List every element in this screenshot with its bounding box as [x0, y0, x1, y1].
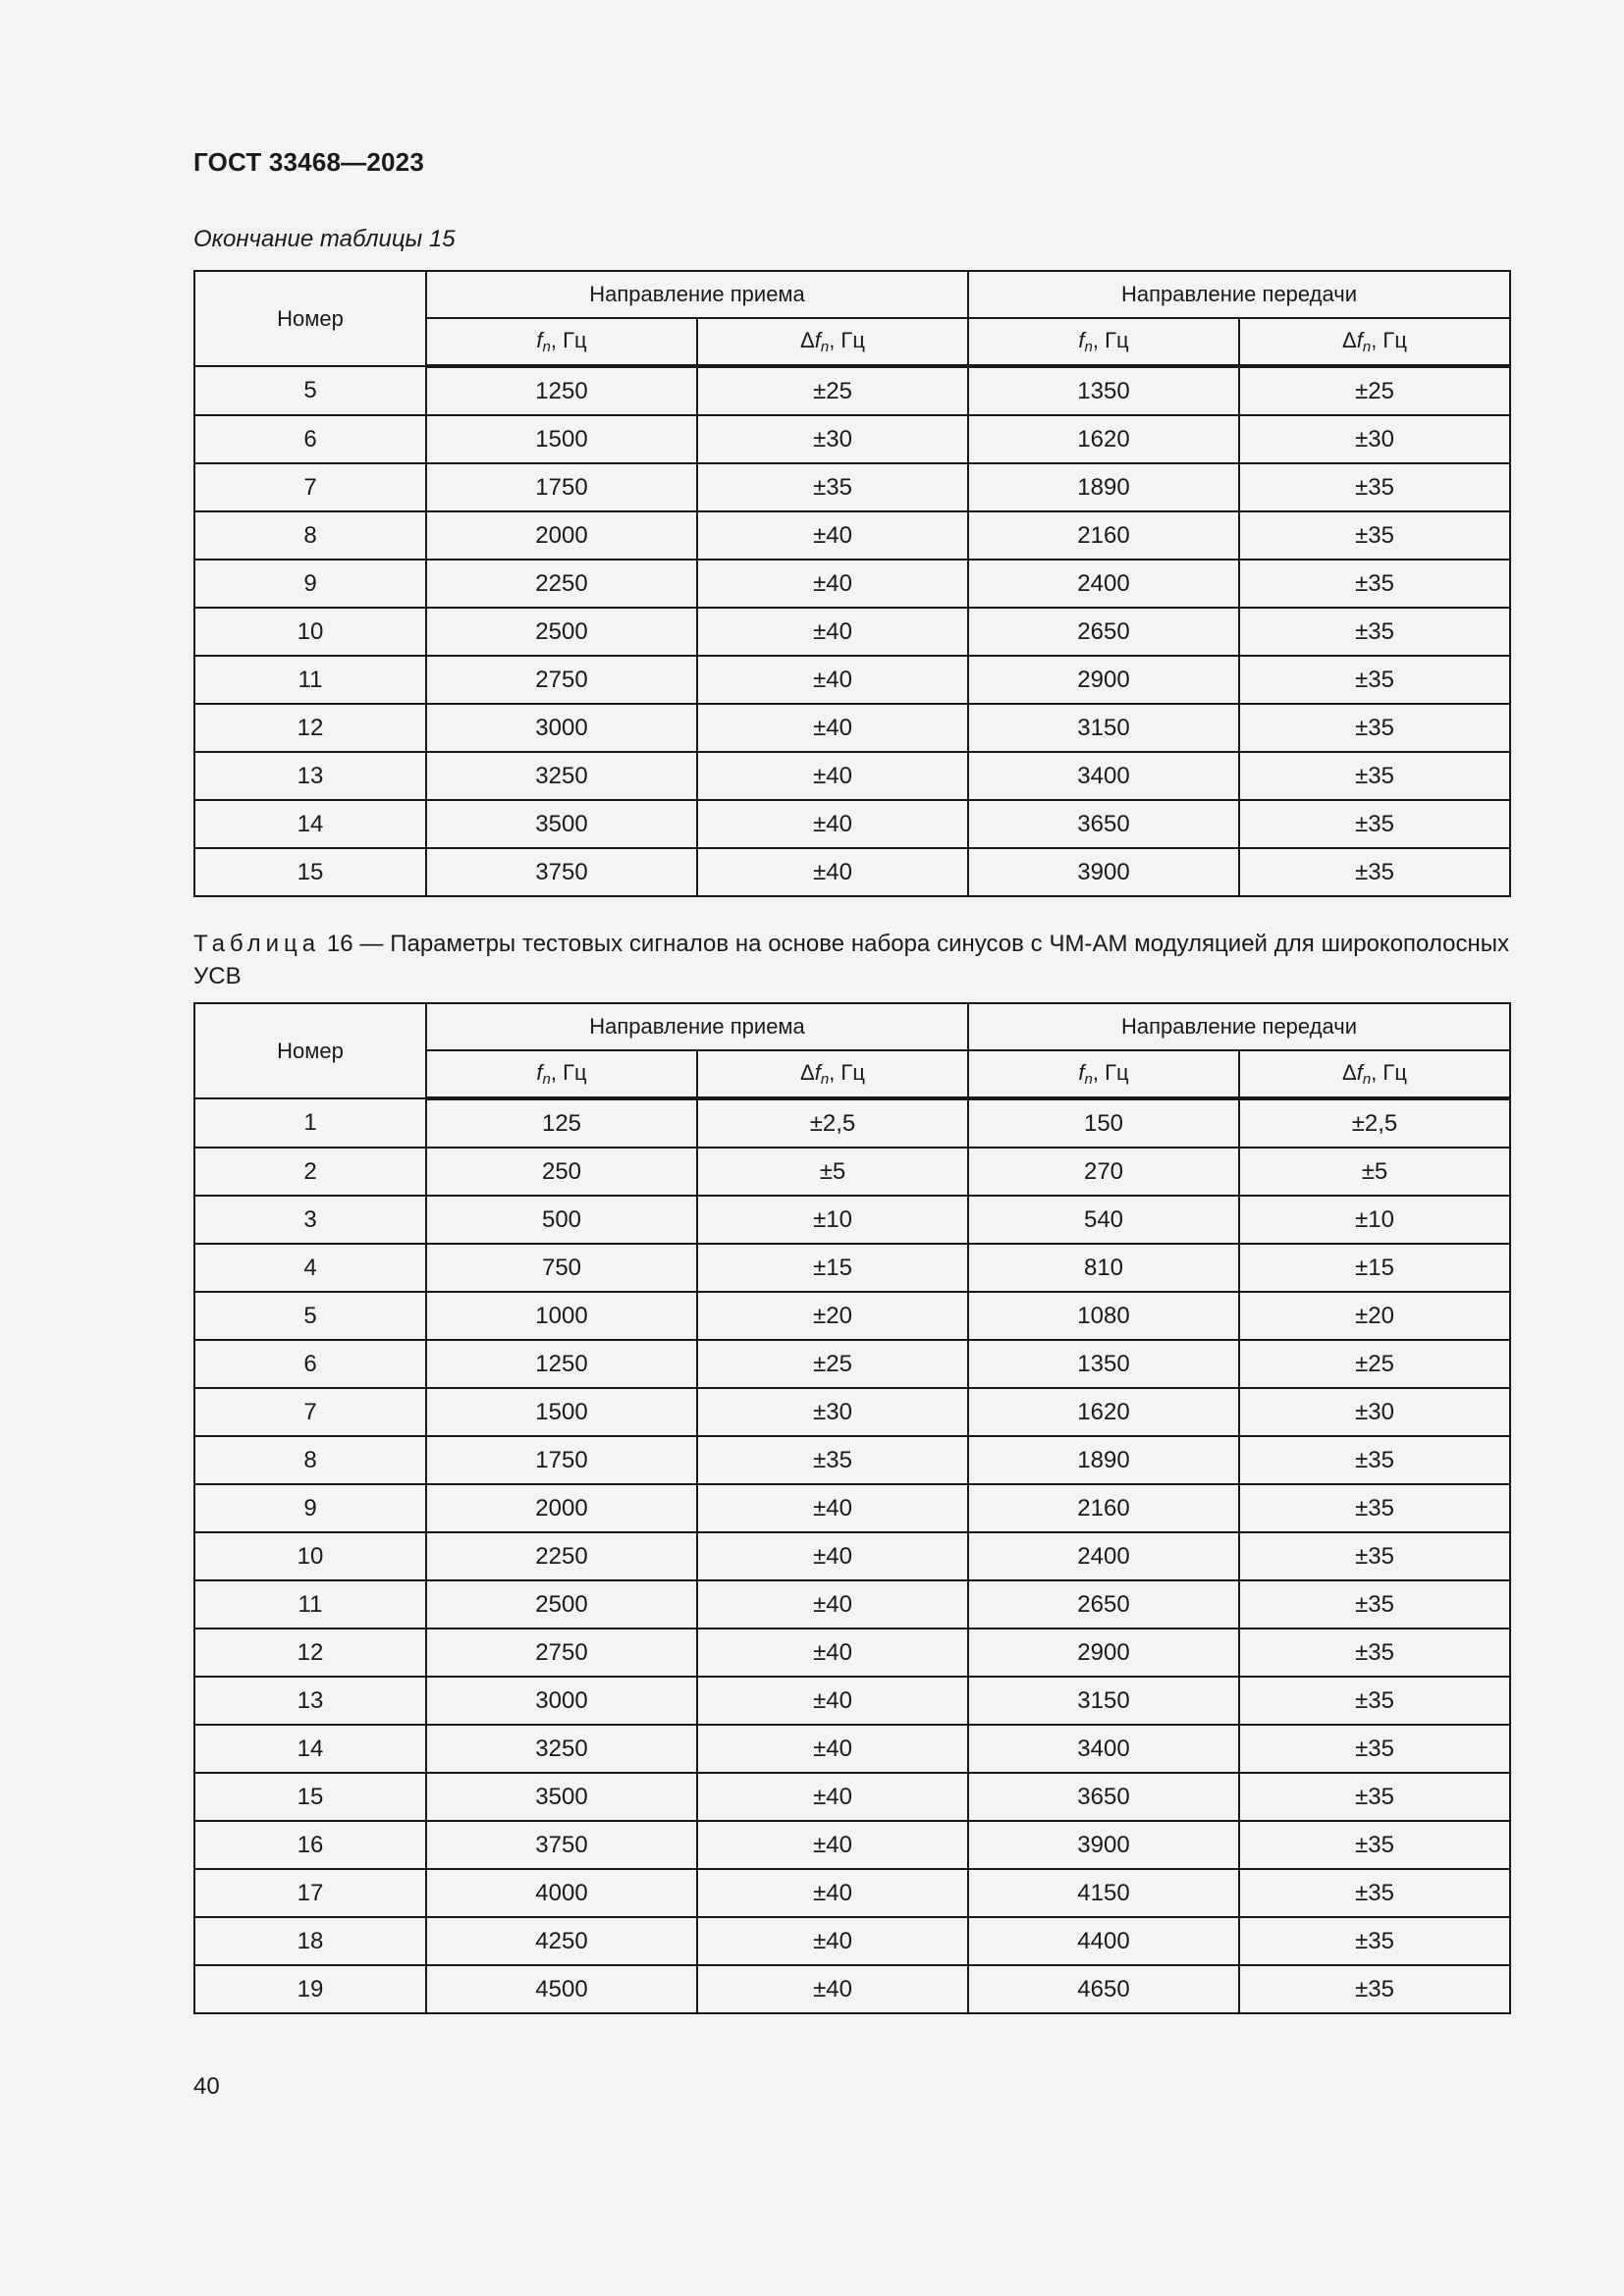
table-row: [194, 656, 1510, 704]
table-row: [194, 1532, 1510, 1580]
cell-transmit-deviation: ±20: [1239, 1292, 1510, 1340]
cell-transmit-deviation: ±15: [1239, 1244, 1510, 1292]
cell-number: 5: [194, 366, 426, 415]
cell-receive-freq: 2750: [426, 1629, 697, 1677]
cell-transmit-deviation: ±35: [1239, 704, 1510, 752]
cell-receive-deviation: ±2,5: [697, 1098, 968, 1148]
table16-caption: Таблица 16 — Параметры тестовых сигналов на основе набора синусов с ЧМ-АМ модуляцией для широкополосных УСВ: [193, 931, 1509, 989]
cell-transmit-freq: 2400: [968, 560, 1239, 608]
table-row: [194, 1821, 1510, 1869]
cell-transmit-freq: 1080: [968, 1292, 1239, 1340]
cell-transmit-freq: 3650: [968, 1773, 1239, 1821]
cell-receive-deviation: ±35: [697, 1436, 968, 1484]
cell-transmit-deviation: ±35: [1239, 511, 1510, 560]
cell-number: 14: [194, 1725, 426, 1773]
cell-receive-deviation: ±20: [697, 1292, 968, 1340]
cell-number: 3: [194, 1196, 426, 1244]
table-row: [194, 752, 1510, 800]
cell-transmit-freq: 3400: [968, 752, 1239, 800]
cell-transmit-freq: 270: [968, 1148, 1239, 1196]
table-15: [193, 270, 1511, 897]
table-row: [194, 1773, 1510, 1821]
cell-receive-deviation: ±40: [697, 1484, 968, 1532]
cell-receive-deviation: ±25: [697, 1340, 968, 1388]
cell-number: 5: [194, 1292, 426, 1340]
cell-receive-deviation: ±40: [697, 1532, 968, 1580]
document-code: ГОСТ 33468—2023: [193, 147, 424, 177]
cell-receive-freq: 3000: [426, 1677, 697, 1725]
cell-receive-freq: 250: [426, 1148, 697, 1196]
col-group-receive: Направление приема: [426, 1003, 968, 1050]
col-header-transmit-deviation: $\Delta f_n$, Гц: [1239, 318, 1510, 366]
cell-number: 12: [194, 1629, 426, 1677]
cell-number: 13: [194, 1677, 426, 1725]
table-row: [194, 800, 1510, 848]
cell-receive-freq: 4000: [426, 1869, 697, 1917]
col-header-number: Номер: [194, 1003, 426, 1098]
cell-number: 18: [194, 1917, 426, 1965]
cell-receive-deviation: ±10: [697, 1196, 968, 1244]
cell-number: 10: [194, 608, 426, 656]
cell-receive-deviation: ±25: [697, 366, 968, 415]
cell-transmit-freq: 1350: [968, 366, 1239, 415]
cell-transmit-freq: 3150: [968, 704, 1239, 752]
cell-number: 15: [194, 848, 426, 896]
table-row: [194, 1677, 1510, 1725]
col-header-number: Номер: [194, 271, 426, 366]
table-row: [194, 1340, 1510, 1388]
cell-receive-deviation: ±30: [697, 415, 968, 463]
cell-number: 6: [194, 1340, 426, 1388]
cell-transmit-deviation: ±35: [1239, 1773, 1510, 1821]
table-row: [194, 366, 1510, 415]
cell-number: 6: [194, 415, 426, 463]
cell-number: 17: [194, 1869, 426, 1917]
col-header-receive-deviation: $\Delta f_n$, Гц: [697, 1050, 968, 1098]
cell-transmit-deviation: ±35: [1239, 1821, 1510, 1869]
cell-receive-deviation: ±5: [697, 1148, 968, 1196]
table-row: [194, 1292, 1510, 1340]
table-row: [194, 1580, 1510, 1629]
table-row: [194, 415, 1510, 463]
col-header-transmit-freq: $f_n$, Гц: [968, 1050, 1239, 1098]
cell-number: 11: [194, 656, 426, 704]
cell-transmit-freq: 2900: [968, 656, 1239, 704]
cell-transmit-deviation: ±10: [1239, 1196, 1510, 1244]
cell-receive-deviation: ±40: [697, 1821, 968, 1869]
cell-receive-freq: 2000: [426, 1484, 697, 1532]
table-row: [194, 1436, 1510, 1484]
cell-receive-freq: 3500: [426, 1773, 697, 1821]
cell-transmit-freq: 2650: [968, 608, 1239, 656]
cell-transmit-freq: 4400: [968, 1917, 1239, 1965]
cell-receive-freq: 3000: [426, 704, 697, 752]
cell-receive-freq: 3500: [426, 800, 697, 848]
cell-receive-deviation: ±40: [697, 848, 968, 896]
cell-transmit-deviation: ±25: [1239, 366, 1510, 415]
cell-number: 15: [194, 1773, 426, 1821]
cell-transmit-freq: 1890: [968, 1436, 1239, 1484]
table-row: [194, 848, 1510, 896]
cell-transmit-freq: 3900: [968, 848, 1239, 896]
cell-transmit-freq: 3650: [968, 800, 1239, 848]
cell-receive-freq: 4250: [426, 1917, 697, 1965]
table-row: [194, 1196, 1510, 1244]
table-row: [194, 463, 1510, 511]
cell-transmit-freq: 1620: [968, 1388, 1239, 1436]
cell-transmit-deviation: ±35: [1239, 1677, 1510, 1725]
cell-transmit-deviation: ±35: [1239, 1917, 1510, 1965]
table-row: [194, 1965, 1510, 2013]
cell-transmit-freq: 2650: [968, 1580, 1239, 1629]
cell-receive-deviation: ±40: [697, 800, 968, 848]
cell-transmit-deviation: ±35: [1239, 1869, 1510, 1917]
cell-receive-freq: 3750: [426, 1821, 697, 1869]
cell-transmit-deviation: ±35: [1239, 463, 1510, 511]
cell-transmit-deviation: ±35: [1239, 656, 1510, 704]
cell-number: 9: [194, 1484, 426, 1532]
table-row: [194, 1244, 1510, 1292]
cell-transmit-freq: 2400: [968, 1532, 1239, 1580]
cell-transmit-deviation: ±35: [1239, 1484, 1510, 1532]
cell-transmit-deviation: ±35: [1239, 608, 1510, 656]
table-row: [194, 1388, 1510, 1436]
table-row: [194, 1148, 1510, 1196]
cell-receive-deviation: ±30: [697, 1388, 968, 1436]
table-16: [193, 1002, 1511, 2014]
cell-number: 7: [194, 463, 426, 511]
table-row: [194, 1629, 1510, 1677]
cell-receive-deviation: ±40: [697, 560, 968, 608]
table-row: [194, 608, 1510, 656]
cell-receive-deviation: ±40: [697, 704, 968, 752]
cell-receive-freq: 2250: [426, 1532, 697, 1580]
cell-receive-deviation: ±40: [697, 1869, 968, 1917]
cell-receive-freq: 1500: [426, 415, 697, 463]
col-group-transmit: Направление передачи: [968, 271, 1510, 318]
cell-transmit-deviation: ±5: [1239, 1148, 1510, 1196]
col-header-transmit-freq: $f_n$, Гц: [968, 318, 1239, 366]
cell-receive-deviation: ±40: [697, 1677, 968, 1725]
cell-transmit-deviation: ±35: [1239, 1580, 1510, 1629]
cell-transmit-deviation: ±25: [1239, 1340, 1510, 1388]
cell-transmit-freq: 3400: [968, 1725, 1239, 1773]
col-header-receive-freq: $f_n$, Гц: [426, 1050, 697, 1098]
cell-number: 14: [194, 800, 426, 848]
table-row: [194, 560, 1510, 608]
cell-receive-freq: 1250: [426, 1340, 697, 1388]
cell-number: 16: [194, 1821, 426, 1869]
cell-receive-deviation: ±40: [697, 1725, 968, 1773]
table15-continuation-label: Окончание таблицы 15: [193, 226, 456, 252]
cell-transmit-freq: 1890: [968, 463, 1239, 511]
cell-transmit-deviation: ±35: [1239, 1436, 1510, 1484]
cell-receive-freq: 3750: [426, 848, 697, 896]
cell-number: 4: [194, 1244, 426, 1292]
cell-receive-deviation: ±40: [697, 1917, 968, 1965]
cell-transmit-freq: 3150: [968, 1677, 1239, 1725]
cell-receive-deviation: ±40: [697, 1773, 968, 1821]
cell-transmit-deviation: ±2,5: [1239, 1098, 1510, 1148]
cell-receive-freq: 500: [426, 1196, 697, 1244]
cell-receive-freq: 3250: [426, 1725, 697, 1773]
table-row: [194, 1917, 1510, 1965]
cell-number: 10: [194, 1532, 426, 1580]
cell-number: 19: [194, 1965, 426, 2013]
cell-number: 1: [194, 1098, 426, 1148]
col-group-receive: Направление приема: [426, 271, 968, 318]
cell-receive-freq: 2250: [426, 560, 697, 608]
cell-receive-deviation: ±40: [697, 1580, 968, 1629]
cell-receive-freq: 2750: [426, 656, 697, 704]
cell-transmit-freq: 2160: [968, 511, 1239, 560]
cell-receive-deviation: ±40: [697, 752, 968, 800]
cell-transmit-freq: 540: [968, 1196, 1239, 1244]
cell-transmit-freq: 4150: [968, 1869, 1239, 1917]
cell-receive-deviation: ±35: [697, 463, 968, 511]
cell-transmit-freq: 3900: [968, 1821, 1239, 1869]
cell-number: 7: [194, 1388, 426, 1436]
col-header-receive-deviation: $\Delta f_n$, Гц: [697, 318, 968, 366]
cell-receive-freq: 3250: [426, 752, 697, 800]
cell-transmit-freq: 2160: [968, 1484, 1239, 1532]
cell-transmit-deviation: ±30: [1239, 1388, 1510, 1436]
cell-receive-deviation: ±40: [697, 1629, 968, 1677]
cell-number: 12: [194, 704, 426, 752]
cell-receive-freq: 1750: [426, 463, 697, 511]
page-number: 40: [193, 2073, 220, 2100]
cell-transmit-deviation: ±35: [1239, 800, 1510, 848]
cell-receive-freq: 125: [426, 1098, 697, 1148]
cell-receive-freq: 1000: [426, 1292, 697, 1340]
table-row: [194, 704, 1510, 752]
cell-receive-deviation: ±15: [697, 1244, 968, 1292]
cell-transmit-freq: 150: [968, 1098, 1239, 1148]
cell-number: 8: [194, 1436, 426, 1484]
cell-number: 2: [194, 1148, 426, 1196]
table-row: [194, 511, 1510, 560]
table-row: [194, 1725, 1510, 1773]
cell-transmit-deviation: ±35: [1239, 560, 1510, 608]
cell-receive-freq: 4500: [426, 1965, 697, 2013]
cell-receive-freq: 2500: [426, 1580, 697, 1629]
cell-transmit-freq: 1350: [968, 1340, 1239, 1388]
cell-transmit-deviation: ±35: [1239, 1629, 1510, 1677]
cell-receive-freq: 2000: [426, 511, 697, 560]
cell-receive-deviation: ±40: [697, 656, 968, 704]
cell-receive-freq: 1500: [426, 1388, 697, 1436]
cell-transmit-deviation: ±35: [1239, 1965, 1510, 2013]
cell-transmit-freq: 1620: [968, 415, 1239, 463]
cell-transmit-deviation: ±35: [1239, 848, 1510, 896]
cell-transmit-freq: 2900: [968, 1629, 1239, 1677]
cell-receive-freq: 750: [426, 1244, 697, 1292]
table-row: [194, 1098, 1510, 1148]
table-row: [194, 1484, 1510, 1532]
cell-number: 9: [194, 560, 426, 608]
cell-receive-deviation: ±40: [697, 1965, 968, 2013]
cell-transmit-deviation: ±35: [1239, 752, 1510, 800]
cell-receive-freq: 1250: [426, 366, 697, 415]
cell-transmit-freq: 810: [968, 1244, 1239, 1292]
cell-receive-deviation: ±40: [697, 511, 968, 560]
col-header-receive-freq: $f_n$, Гц: [426, 318, 697, 366]
cell-transmit-deviation: ±35: [1239, 1725, 1510, 1773]
cell-receive-deviation: ±40: [697, 608, 968, 656]
cell-number: 8: [194, 511, 426, 560]
col-group-transmit: Направление передачи: [968, 1003, 1510, 1050]
cell-transmit-freq: 4650: [968, 1965, 1239, 2013]
table-row: [194, 1869, 1510, 1917]
cell-receive-freq: 2500: [426, 608, 697, 656]
cell-transmit-deviation: ±30: [1239, 415, 1510, 463]
cell-number: 11: [194, 1580, 426, 1629]
cell-receive-freq: 1750: [426, 1436, 697, 1484]
cell-number: 13: [194, 752, 426, 800]
cell-transmit-deviation: ±35: [1239, 1532, 1510, 1580]
col-header-transmit-deviation: $\Delta f_n$, Гц: [1239, 1050, 1510, 1098]
